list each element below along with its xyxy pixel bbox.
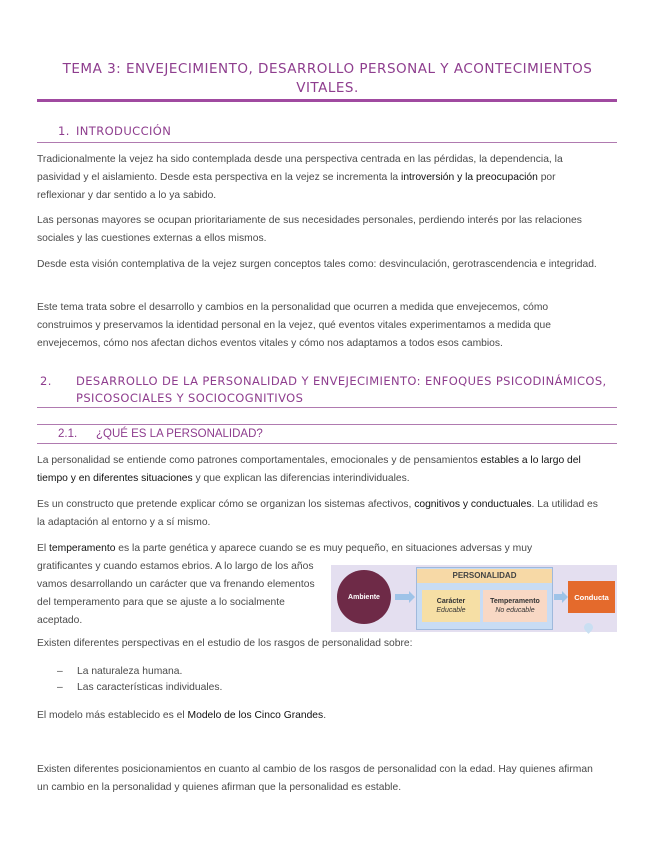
section-number: 1. bbox=[58, 124, 70, 138]
section-1-heading bbox=[58, 123, 618, 140]
temperamento-box bbox=[483, 590, 547, 622]
highlight-text: Modelo de los Cinco Grandes bbox=[187, 710, 324, 721]
paragraph: Desde esta visión contemplativa de la vejez surgen conceptos tales como: desvinculación, gerotrascendencia e integridad. bbox=[37, 259, 597, 270]
personalidad-box bbox=[416, 567, 553, 630]
text: es la parte genética y aparece cuando se es muy pequeño, en situaciones adversas y muy bbox=[115, 543, 533, 554]
personality-diagram bbox=[331, 565, 617, 632]
text: Es un constructo que pretende explicar cómo se organizan los sistemas afectivos, bbox=[37, 499, 415, 510]
paragraph: gratificantes y cuando estamos ebrios. A lo largo de los años vamos desarrollando un carácter que va frenando elementos del temperamento para que se ajuste a lo socialmente aceptado. bbox=[37, 561, 315, 626]
text: y que explican las diferencias interindividuales. bbox=[192, 473, 410, 484]
text: . bbox=[323, 710, 327, 721]
text: La personalidad se entiende como patrones comportamentales, emocionales y de pensamientos bbox=[37, 455, 481, 466]
subsection-2-1-heading bbox=[58, 426, 618, 442]
section-title: INTRODUCCIÓN bbox=[76, 124, 172, 138]
section-divider bbox=[37, 443, 617, 444]
section-number: 2. bbox=[40, 374, 52, 388]
section-title: ¿QUÉ ES LA PERSONALIDAD? bbox=[96, 428, 263, 440]
paragraph bbox=[37, 452, 605, 488]
subsection-top-rule bbox=[37, 424, 617, 425]
section-number: 2.1. bbox=[58, 428, 78, 440]
dash-icon: – bbox=[57, 666, 63, 677]
temperamento-label: Temperamento bbox=[490, 598, 540, 605]
arrow-icon bbox=[554, 594, 562, 600]
list-item bbox=[57, 664, 182, 680]
paragraph: Este tema trata sobre el desarrollo y cambios en la personalidad que ocurren a medida que envejecemos, cómo construimos y preservamos la identidad personal en la vejez, qué eventos vitales experimentamos a medida que envejecemos, cómo nos afectan dichos eventos vitales y cómo nos adaptamos a todos esos cambios. bbox=[37, 302, 551, 349]
paragraph bbox=[37, 707, 605, 725]
text: . La utilidad es la adaptación al entorno y a sí mismo. bbox=[37, 499, 598, 528]
text: El modelo más establecido es el bbox=[37, 710, 188, 721]
section-title: DESARROLLO DE LA PERSONALIDAD Y ENVEJECIMIENTO: ENFOQUES PSICODINÁMICOS, PSICOSOCIALES Y SOCIOCOGNITIVOS bbox=[76, 374, 607, 405]
section-divider bbox=[37, 142, 617, 143]
arrow-icon bbox=[395, 594, 409, 600]
paragraph: Existen diferentes perspectivas en el estudio de los rasgos de personalidad sobre: bbox=[37, 638, 413, 649]
ambiente-node: Ambiente bbox=[337, 570, 391, 624]
paragraph bbox=[37, 151, 605, 205]
paragraph bbox=[37, 540, 605, 558]
paragraph bbox=[37, 496, 605, 532]
paragraph: Existen diferentes posicionamientos en cuanto al cambio de los rasgos de personalidad con la edad. Hay quienes afirman un cambio en la personalidad y quienes afirman que la personalidad es estable. bbox=[37, 764, 593, 793]
document-title: TEMA 3: ENVEJECIMIENTO, DESARROLLO PERSONAL Y ACONTECIMIENTOS VITALES. bbox=[62, 61, 593, 96]
caracter-box bbox=[422, 590, 480, 622]
section-divider bbox=[37, 407, 617, 408]
list-item-text: La naturaleza humana. bbox=[77, 666, 183, 677]
text: El bbox=[37, 543, 50, 554]
temperamento-sub: No educable bbox=[495, 607, 535, 614]
section-2-heading bbox=[40, 373, 636, 407]
highlight-text: introversión y la preocupación bbox=[401, 172, 538, 183]
caracter-sub: Educable bbox=[436, 607, 466, 614]
dash-icon: – bbox=[57, 682, 63, 693]
personalidad-title: PERSONALIDAD bbox=[417, 569, 552, 583]
conducta-node: Conducta bbox=[568, 581, 615, 613]
droplet-icon bbox=[582, 621, 595, 634]
list-item bbox=[57, 680, 222, 696]
caracter-label: Carácter bbox=[436, 598, 466, 605]
text: Tradicionalmente la vejez ha sido contemplada desde una perspectiva centrada en las pérdidas, la dependencia, la pasividad y el aislamiento. Desde esta perspectiva en la vejez se incrementa la bbox=[37, 154, 563, 183]
text: por reflexionar y dar sentido a lo ya sabido. bbox=[37, 172, 556, 201]
list-item-text: Las características individuales. bbox=[77, 682, 223, 693]
highlight-text: estables a lo largo del tiempo y en diferentes situaciones bbox=[37, 455, 581, 484]
highlight-text: temperamento bbox=[49, 543, 116, 554]
title-divider bbox=[37, 99, 617, 102]
highlight-text: cognitivos y conductuales bbox=[414, 499, 532, 510]
paragraph: Las personas mayores se ocupan prioritariamente de sus necesidades personales, perdiendo interés por las relaciones sociales y las cuestiones externas a ellos mismos. bbox=[37, 215, 582, 244]
